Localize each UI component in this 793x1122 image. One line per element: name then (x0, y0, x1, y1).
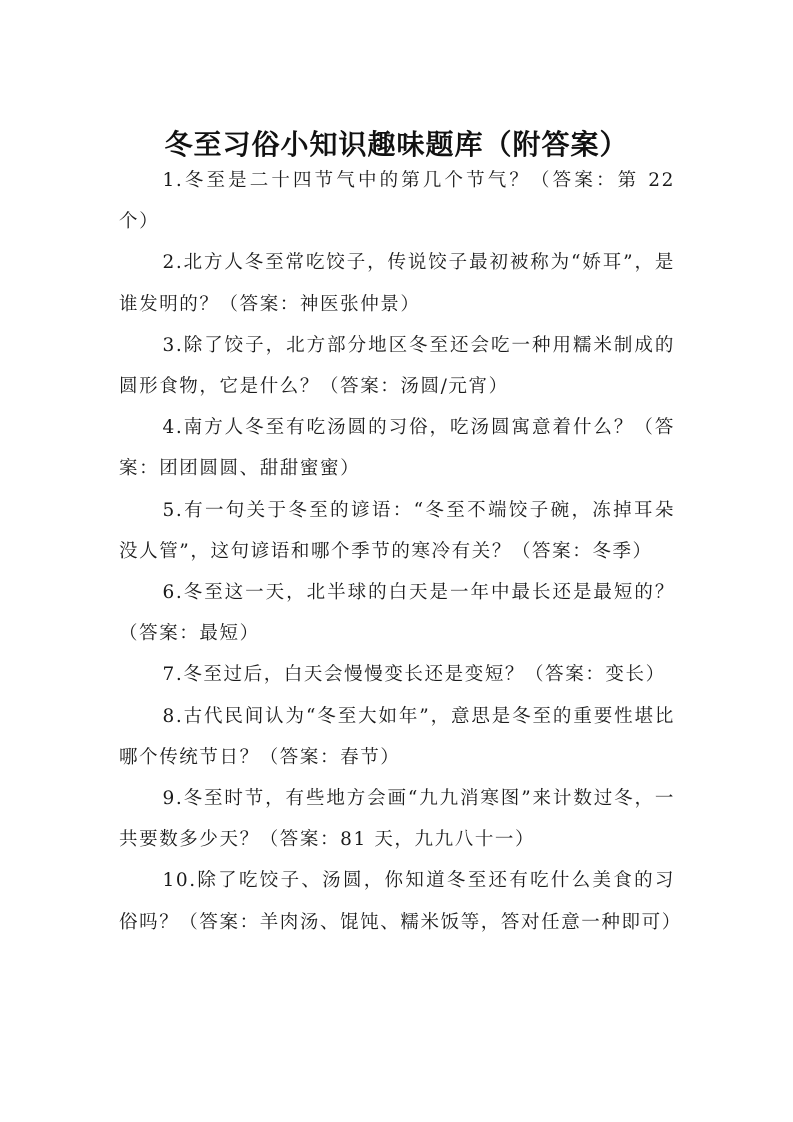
question-item-1: 1.冬至是二十四节气中的第几个节气？（答案：第 22 个） (119, 170, 675, 233)
question-item-2: 2.北方人冬至常吃饺子，传说饺子最初被称为“娇耳”，是谁发明的？（答案：神医张仲景） (119, 252, 675, 315)
question-item-3: 3.除了饺子，北方部分地区冬至还会吃一种用糯米制成的圆形食物，它是什么？（答案：汤圆/元宵） (119, 334, 675, 398)
question-item-6: 6.冬至这一天，北半球的白天是一年中最长还是最短的？（答案：最短） (119, 582, 675, 645)
question-item-4: 4.南方人冬至有吃汤圆的习俗，吃汤圆寓意着什么？（答案：团团圆圆、甜甜蜜蜜） (119, 417, 675, 480)
question-item-8: 8.古代民间认为“冬至大如年”，意思是冬至的重要性堪比哪个传统节日？（答案：春节） (119, 705, 675, 768)
question-item-7: 7.冬至过后，白天会慢慢变长还是变短？（答案：变长） (162, 664, 666, 686)
question-list (119, 160, 682, 943)
question-item-10: 10.除了吃饺子、汤圆，你知道冬至还有吃什么美食的习俗吗？（答案：羊肉汤、馄饨、糯米饭等，答对任意一种即可） (119, 870, 682, 933)
question-item-9: 9.冬至时节，有些地方会画“九九消寒图”来计数过冬，一共要数多少天？（答案：81 天，九九八十一） (119, 788, 675, 851)
page-title: 冬至习俗小知识趣味题库（附答案） (164, 127, 629, 161)
question-item-5: 5.有一句关于冬至的谚语：“冬至不端饺子碗，冻掉耳朵没人管”，这句谚语和哪个季节的寒冷有关？（答案：冬季） (119, 499, 675, 562)
